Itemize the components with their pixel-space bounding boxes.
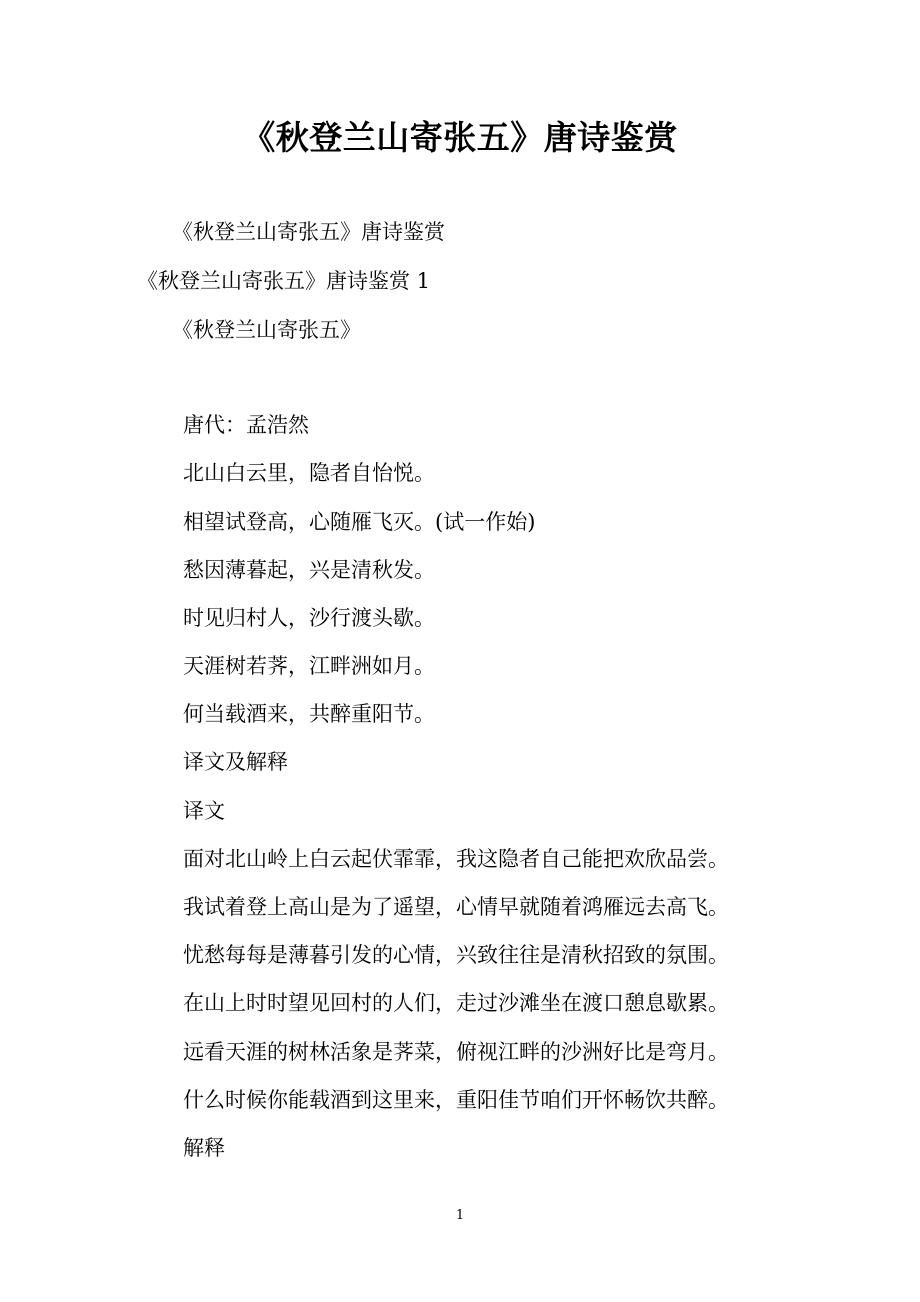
translation-line: 忧愁每每是薄暮引发的心情，兴致往往是清秋招致的氛围。 — [183, 943, 729, 967]
translation-line: 面对北山岭上白云起伏霏霏，我这隐者自己能把欢欣品尝。 — [183, 847, 729, 871]
poem-line: 天涯树若荠，江畔洲如月。 — [183, 654, 435, 678]
translation-line: 什么时候你能载酒到这里来，重阳佳节咱们开怀畅饮共醉。 — [183, 1088, 729, 1112]
poem-line: 何当载酒来，共醉重阳节。 — [183, 702, 435, 726]
poem-line: 北山白云里，隐者自怡悦。 — [183, 461, 435, 485]
section-heading-explanation: 解释 — [183, 1136, 225, 1160]
page-number: 1 — [455, 1208, 465, 1223]
section-heading-translation: 译文 — [183, 799, 225, 823]
translation-line: 我试着登上高山是为了遥望，心情早就随着鸿雁远去高飞。 — [183, 895, 729, 919]
poem-author: 唐代：孟浩然 — [183, 413, 309, 437]
translation-line: 远看天涯的树林活象是荠菜，俯视江畔的沙洲好比是弯月。 — [183, 1040, 729, 1064]
section-heading: 《秋登兰山寄张五》唐诗鉴赏 1 — [137, 269, 431, 293]
poem-line: 相望试登高，心随雁飞灭。(试一作始) — [183, 510, 536, 534]
translation-line: 在山上时时望见回村的人们，走过沙滩坐在渡口憩息歇累。 — [183, 991, 729, 1015]
section-heading-translation-notes: 译文及解释 — [183, 750, 288, 774]
poem-line: 愁因薄暮起，兴是清秋发。 — [183, 558, 435, 582]
poem-line: 时见归村人，沙行渡头歇。 — [183, 606, 435, 630]
poem-title: 《秋登兰山寄张五》 — [172, 318, 361, 342]
subtitle-line: 《秋登兰山寄张五》唐诗鉴赏 — [172, 220, 445, 244]
page-title: 《秋登兰山寄张五》唐诗鉴赏 — [242, 118, 678, 157]
